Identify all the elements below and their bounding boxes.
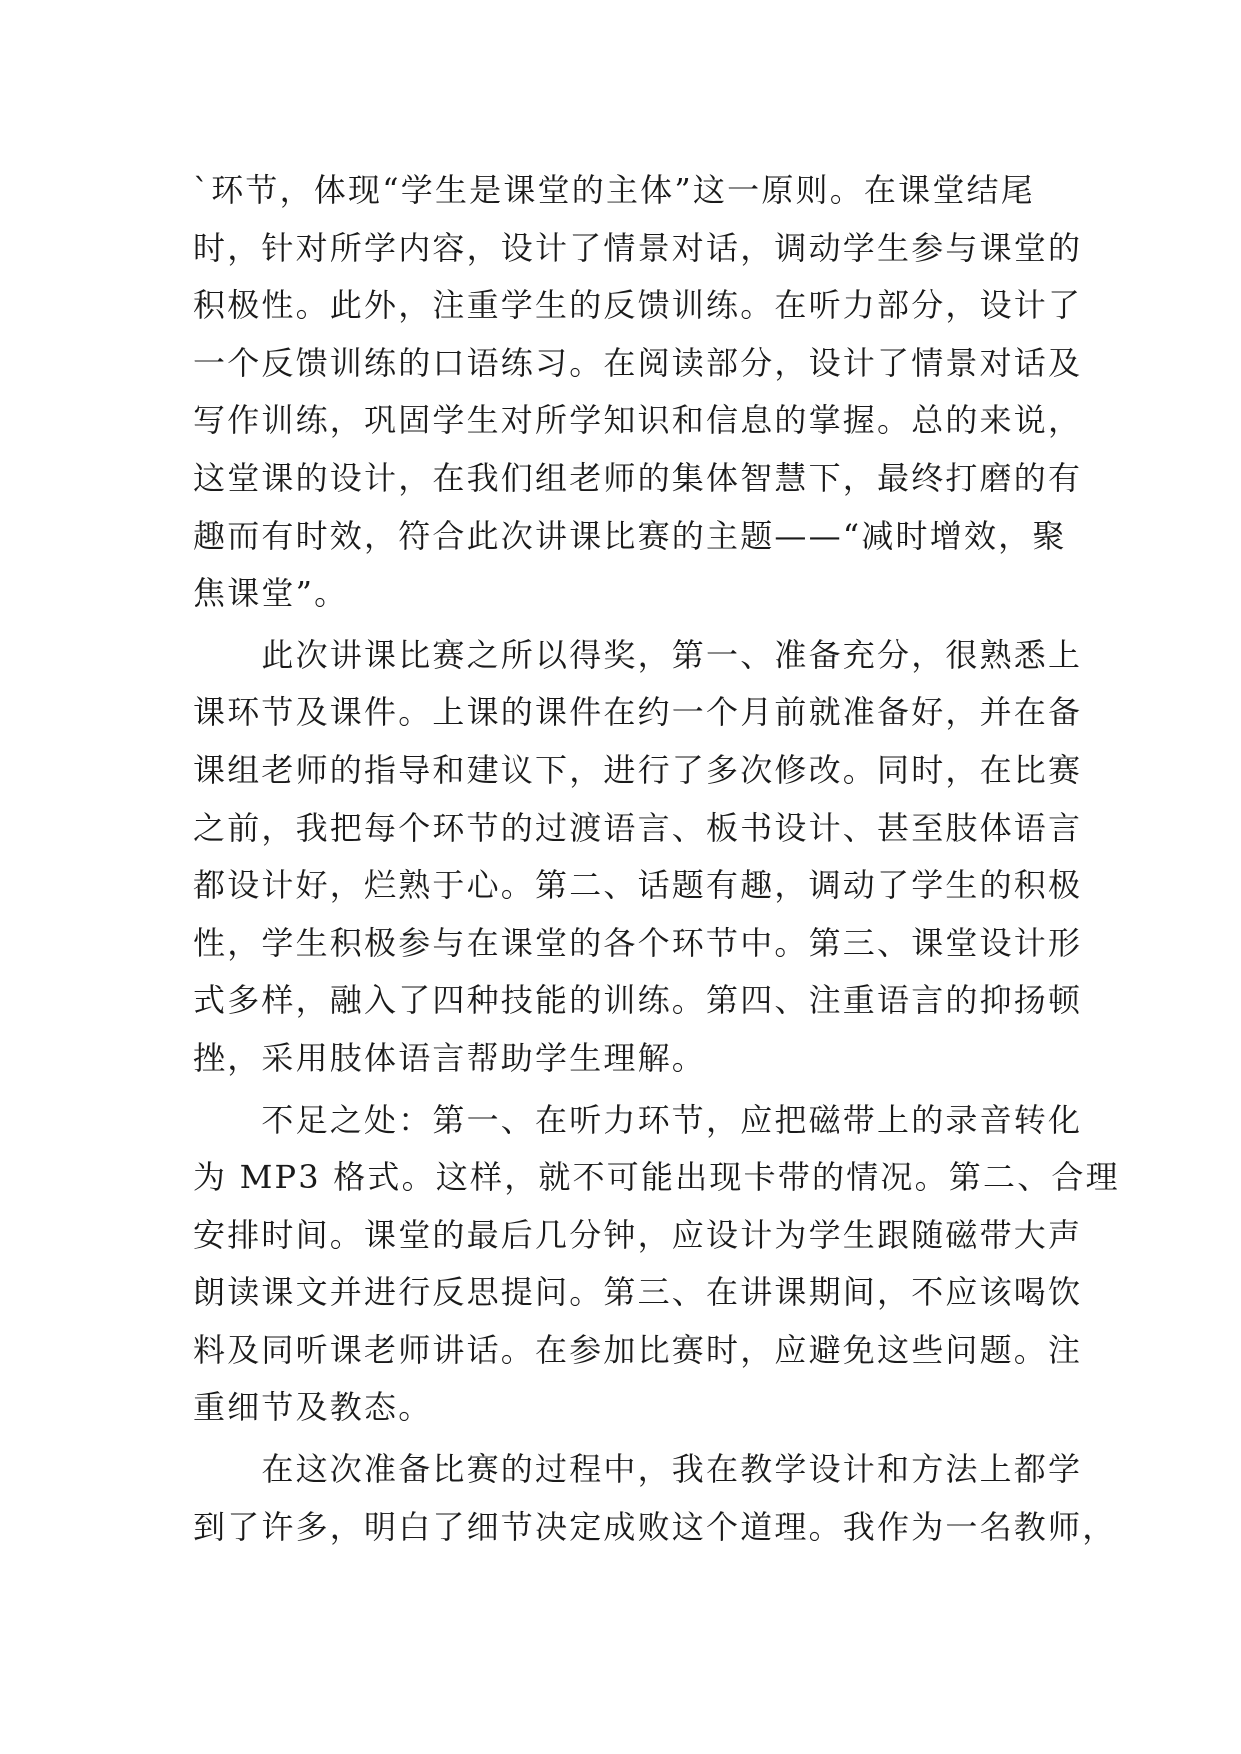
text-line: 性，学生积极参与在课堂的各个环节中。第三、课堂设计形	[193, 923, 1083, 962]
text-line: 为 MP3 格式。这样，就不可能出现卡带的情况。第二、合理	[193, 1158, 1120, 1197]
text-line: 式多样，融入了四种技能的训练。第四、注重语言的抑扬顿	[193, 981, 1083, 1020]
text-line: 重细节及教态。	[193, 1388, 433, 1427]
text-line: 此次讲课比赛之所以得奖，第一、准备充分，很熟悉上	[193, 635, 1083, 674]
text-line: 到了许多，明白了细节决定成败这个道理。我作为一名教师，	[193, 1507, 1117, 1546]
text-line: 之前，我把每个环节的过渡语言、板书设计、甚至肢体语言	[193, 808, 1083, 847]
text-line: 不足之处：第一、在听力环节，应把磁带上的录音转化	[193, 1100, 1083, 1139]
text-line: 焦课堂”。	[193, 574, 349, 613]
text-line: 时，针对所学内容，设计了情景对话，调动学生参与课堂的	[193, 228, 1083, 267]
text-line: 趣而有时效，符合此次讲课比赛的主题——“减时增效，聚	[193, 516, 1067, 555]
text-line: 料及同听课老师讲话。在参加比赛时，应避免这些问题。注	[193, 1330, 1083, 1369]
text-line: 课环节及课件。上课的课件在约一个月前就准备好，并在备	[193, 693, 1083, 732]
text-line: 课组老师的指导和建议下，进行了多次修改。同时，在比赛	[193, 750, 1083, 789]
text-line: 这堂课的设计，在我们组老师的集体智慧下，最终打磨的有	[193, 458, 1083, 497]
text-line: 积极性。此外，注重学生的反馈训练。在听力部分，设计了	[193, 286, 1083, 325]
body-text	[193, 162, 1120, 1556]
text-line: 在这次准备比赛的过程中，我在教学设计和方法上都学	[193, 1450, 1083, 1489]
text-line: 朗读课文并进行反思提问。第三、在讲课期间，不应该喝饮	[193, 1273, 1083, 1312]
text-line: 挫，采用肢体语言帮助学生理解。	[193, 1038, 707, 1077]
text-line: 安排时间。课堂的最后几分钟，应设计为学生跟随磁带大声	[193, 1215, 1083, 1254]
text-line: `环节，体现“学生是课堂的主体”这一原则。在课堂结尾	[193, 171, 1035, 209]
text-line: 写作训练，巩固学生对所学知识和信息的掌握。总的来说，	[193, 401, 1083, 440]
text-line: 一个反馈训练的口语练习。在阅读部分，设计了情景对话及	[193, 343, 1083, 382]
text-line: 都设计好，烂熟于心。第二、话题有趣，调动了学生的积极	[193, 866, 1083, 905]
